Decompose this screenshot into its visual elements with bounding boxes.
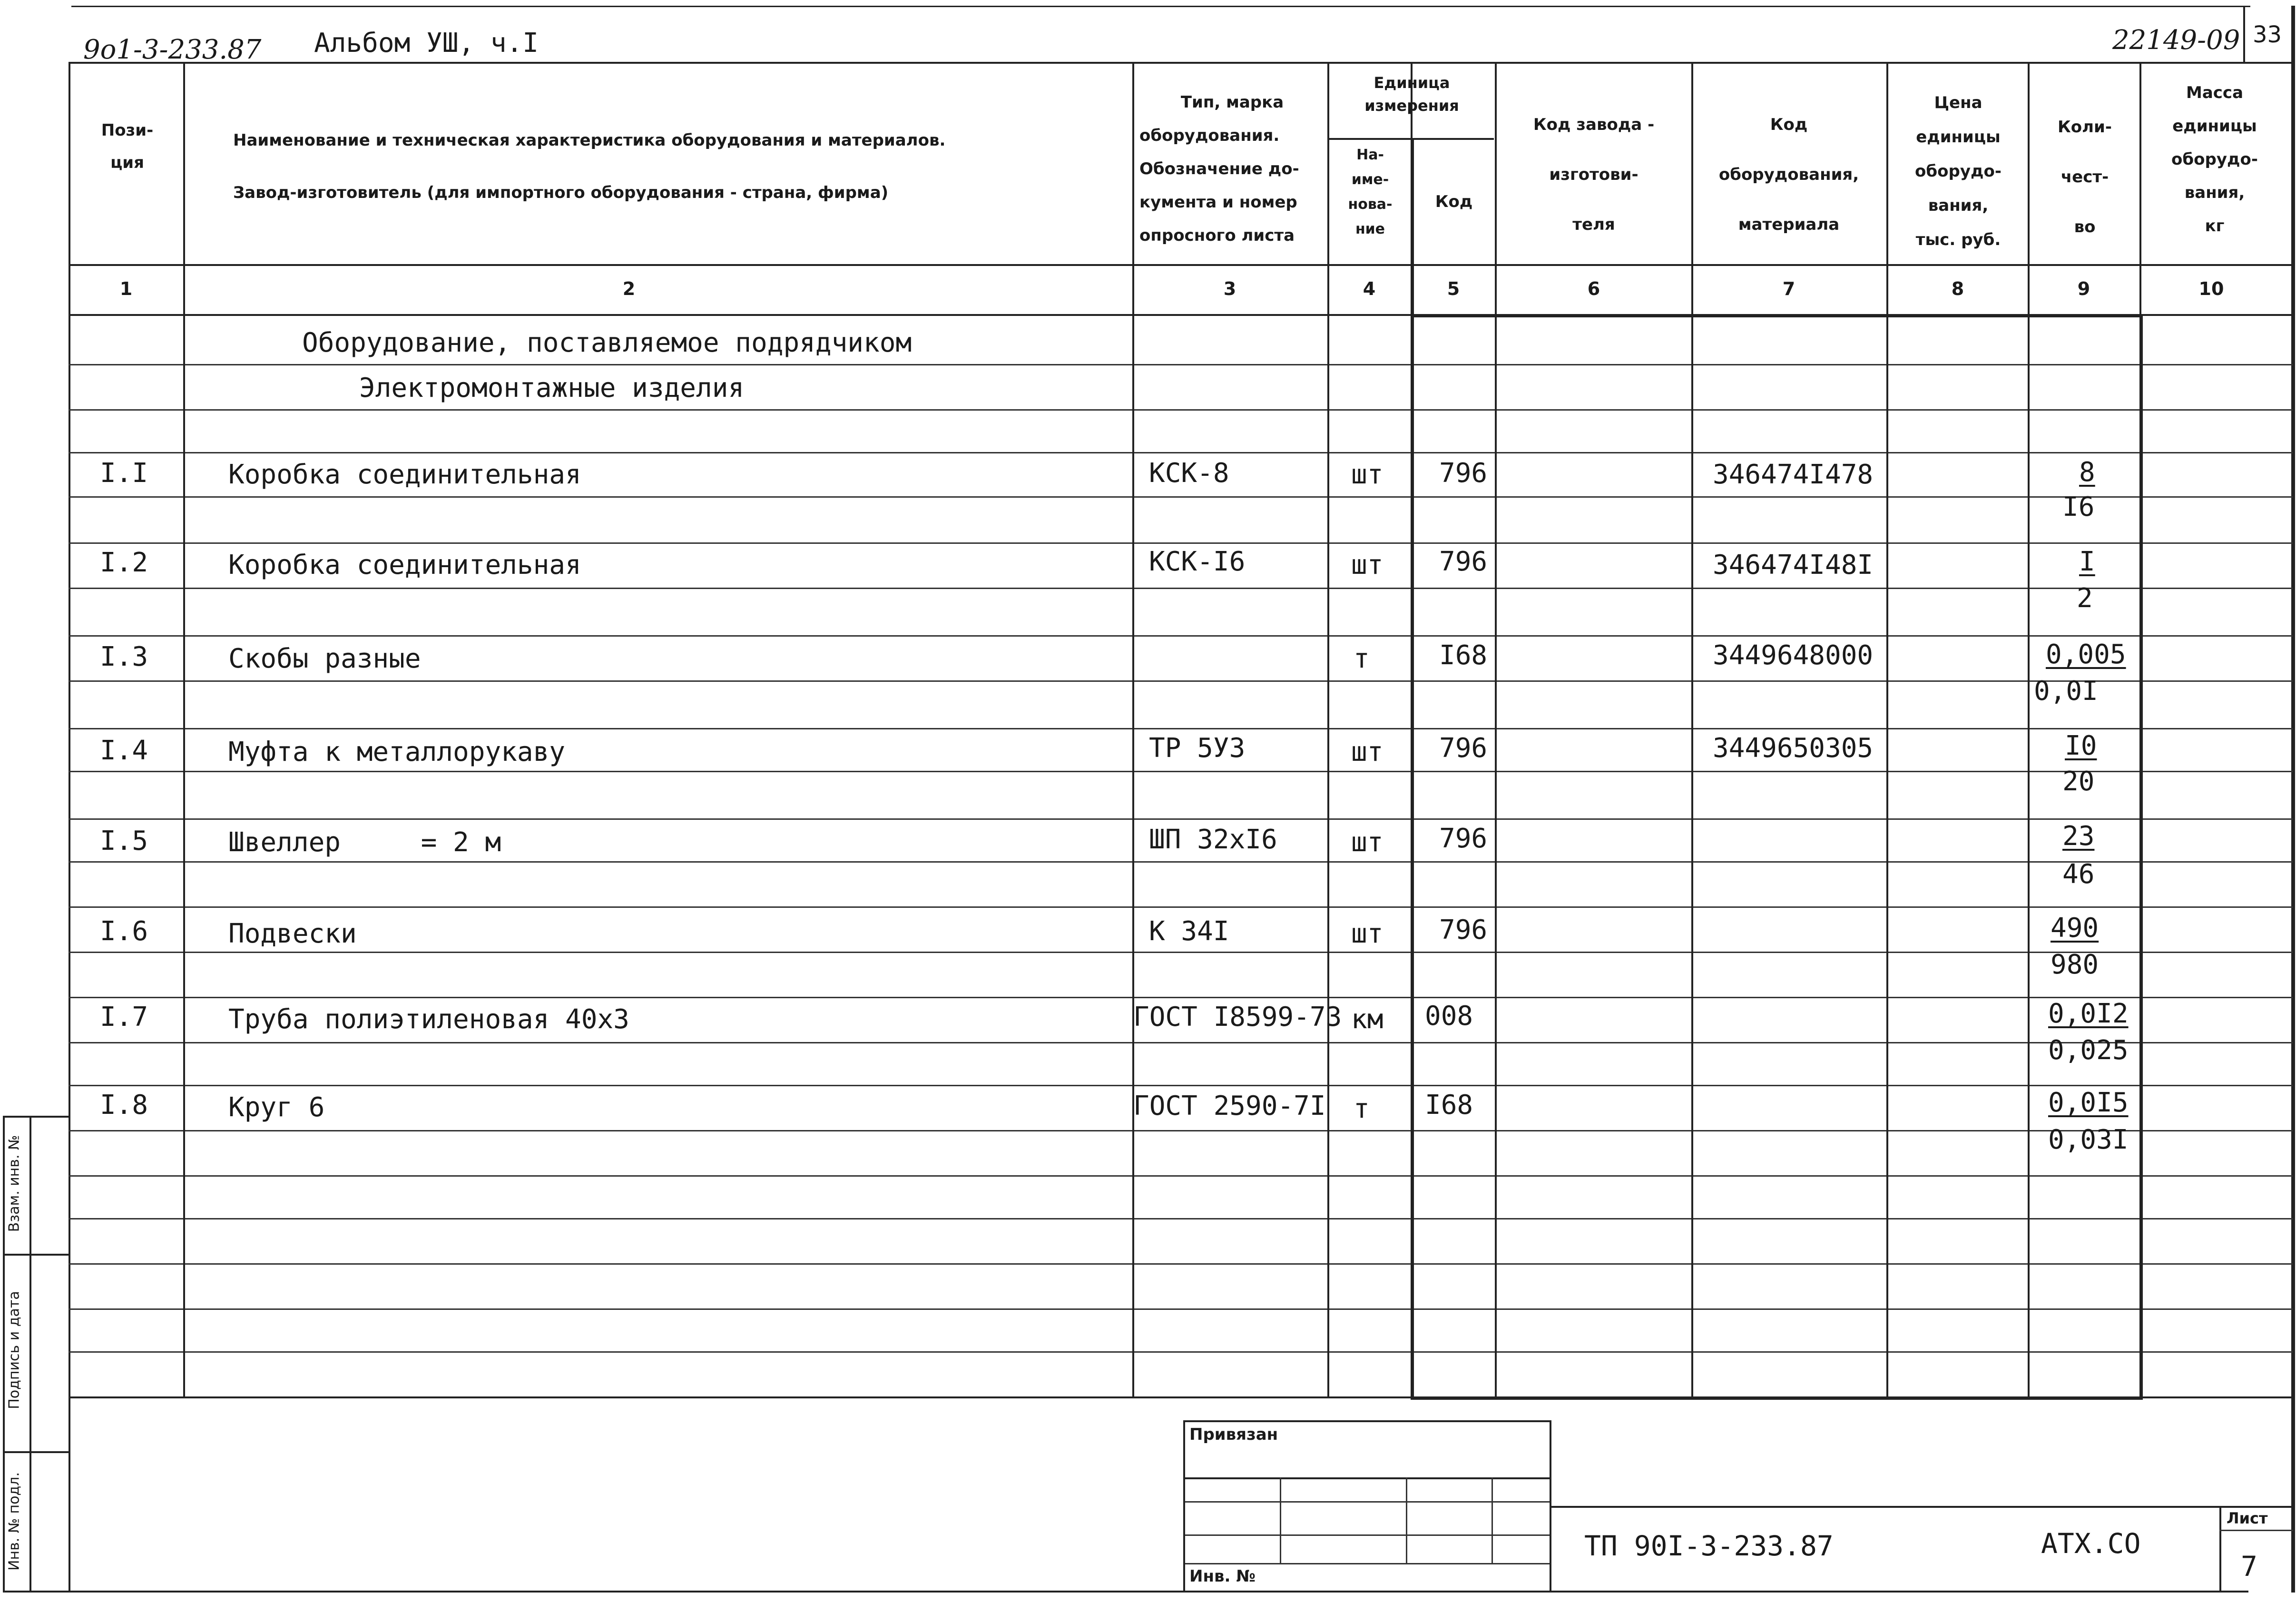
col-num-1: 1 (119, 278, 133, 299)
row-name: Скобы разные (228, 643, 421, 674)
row-material-code: 346474I478 (1713, 459, 1874, 490)
row-name: Труба полиэтиленовая 40х3 (228, 1004, 629, 1035)
header-unit-code: Код (1435, 192, 1473, 211)
row-name: Подвески (228, 918, 357, 949)
row-unit: т (1354, 1093, 1370, 1124)
frame-right (2291, 6, 2295, 1593)
row-unit-code: 796 (1439, 823, 1488, 854)
row-unit-code: I68 (1439, 640, 1488, 671)
row-type: КСК-I6 (1149, 546, 1246, 577)
header-position: Пози- ция (101, 121, 154, 172)
row-qty-numerator: 490 (2051, 913, 2099, 944)
row-name: Круг 6 (228, 1092, 325, 1123)
col-num-6: 6 (1587, 278, 1600, 299)
row-qty-numerator: I (2079, 546, 2095, 577)
row-qty-numerator: 0,0I5 (2048, 1087, 2129, 1118)
archive-number: 22149-09 (2112, 25, 2240, 56)
col-num-7: 7 (1782, 278, 1796, 299)
project-designation: ТП 90I-3-233.87 (1584, 1530, 1834, 1562)
row-unit-code: 008 (1425, 1001, 1473, 1032)
row-type: КСК-8 (1149, 458, 1229, 489)
row-position: I.8 (100, 1090, 148, 1121)
row-type: ТР 5УЗ (1149, 733, 1246, 764)
section-subtitle: Электромонтажные изделия (359, 373, 745, 403)
header-name: Наименование и техническая характеристика оборудования и материалов. Завод-изготовитель (для импортного оборудования - страна, фирма) (233, 131, 946, 202)
row-position: I.5 (100, 826, 148, 856)
row-unit: шт (1351, 827, 1383, 858)
row-material-code: 3449648000 (1713, 640, 1874, 671)
col-num-5: 5 (1447, 278, 1460, 299)
row-qty-numerator: 0,0I2 (2048, 998, 2129, 1029)
section-title: Оборудование, поставляемое подрядчиком (302, 327, 912, 358)
col-num-8: 8 (1951, 278, 1964, 299)
margin-vzam-label: Взам. инв. № (6, 1135, 23, 1232)
row-unit: шт (1351, 550, 1383, 580)
row-name: Швеллер = 2 м (228, 827, 501, 858)
row-position: I.I (100, 458, 148, 489)
row-qty-denominator: 0,025 (2048, 1035, 2129, 1066)
row-name: Муфта к металлорукаву (228, 737, 566, 767)
row-qty-denominator: 0,03I (2048, 1124, 2129, 1155)
row-type: ГОСТ 2590-7I (1133, 1091, 1326, 1121)
row-qty-denominator: 980 (2051, 949, 2099, 980)
row-position: I.2 (100, 547, 148, 578)
row-qty-numerator: 0,005 (2046, 639, 2126, 670)
row-type: ШП 32хI6 (1149, 824, 1277, 855)
row-unit: шт (1351, 459, 1383, 490)
header-price: Цена единицы оборудо- вания, тыс. руб. (1915, 93, 2002, 249)
album-label: Альбом УШ, ч.I (314, 28, 539, 59)
col-num-10: 10 (2198, 278, 2224, 299)
row-name: Коробка соединительная (228, 459, 581, 490)
header-type: Тип, марка оборудования. Обозначение до- кумента и номер опросного листа (1139, 93, 1299, 245)
header-material-code: Код оборудования, материала (1718, 115, 1859, 234)
col-num-2: 2 (622, 278, 636, 299)
row-position: I.3 (100, 641, 148, 672)
col-num-4: 4 (1363, 278, 1376, 299)
col-num-9: 9 (2077, 278, 2090, 299)
col-num-3: 3 (1223, 278, 1236, 299)
row-unit-code: 796 (1439, 546, 1488, 577)
row-unit: т (1354, 643, 1370, 674)
row-qty-denominator: 2 (2077, 583, 2093, 614)
row-qty-denominator: 20 (2062, 766, 2095, 797)
row-qty-numerator: 8 (2079, 457, 2095, 488)
row-position: I.6 (100, 916, 148, 947)
privyazan-label: Привязан (1189, 1425, 1278, 1444)
row-unit: км (1351, 1004, 1383, 1035)
sheet-label: Лист (2227, 1509, 2268, 1527)
sheet-number: 7 (2241, 1550, 2257, 1583)
row-unit-code: 796 (1439, 458, 1488, 489)
header-unit-group: Единица измерения (1364, 74, 1459, 115)
header-quantity: Коли- чест- во (2058, 118, 2112, 236)
header-factory-code: Код завода - изготови- теля (1533, 115, 1655, 234)
row-qty-denominator: I6 (2062, 492, 2095, 522)
row-unit-code: 796 (1439, 733, 1488, 764)
row-material-code: 346474I48I (1713, 550, 1874, 580)
margin-inv-podl-label: Инв. № подл. (6, 1472, 23, 1571)
margin-signature-label: Подпись и дата (6, 1291, 23, 1409)
row-qty-numerator: I0 (2065, 730, 2097, 761)
row-material-code: 3449650305 (1713, 733, 1874, 764)
row-type: ГОСТ I8599-73 (1133, 1002, 1342, 1032)
doc-code-handwritten: 9о1-3-233.87 (83, 34, 262, 65)
row-unit-code: I68 (1425, 1090, 1473, 1121)
row-position: I.7 (100, 1002, 148, 1032)
row-unit: шт (1351, 737, 1383, 767)
page-number: 33 (2253, 21, 2282, 48)
drawing-mark: АТХ.СО (2041, 1527, 2141, 1560)
top-rule (71, 6, 2250, 7)
page-no-divider (2243, 6, 2245, 63)
row-qty-denominator: 46 (2062, 859, 2095, 890)
header-unit-name: На- име- нова- ние (1348, 147, 1393, 237)
row-type: К 34I (1149, 916, 1229, 947)
row-qty-numerator: 23 (2062, 821, 2095, 852)
row-unit: шт (1351, 918, 1383, 949)
row-unit-code: 796 (1439, 914, 1488, 945)
inv-no-label: Инв. № (1189, 1567, 1256, 1586)
row-position: I.4 (100, 735, 148, 766)
header-mass: Масса единицы оборудо- вания, кг (2171, 83, 2258, 236)
row-qty-denominator: 0,0I (2034, 676, 2098, 707)
row-name: Коробка соединительная (228, 550, 581, 580)
